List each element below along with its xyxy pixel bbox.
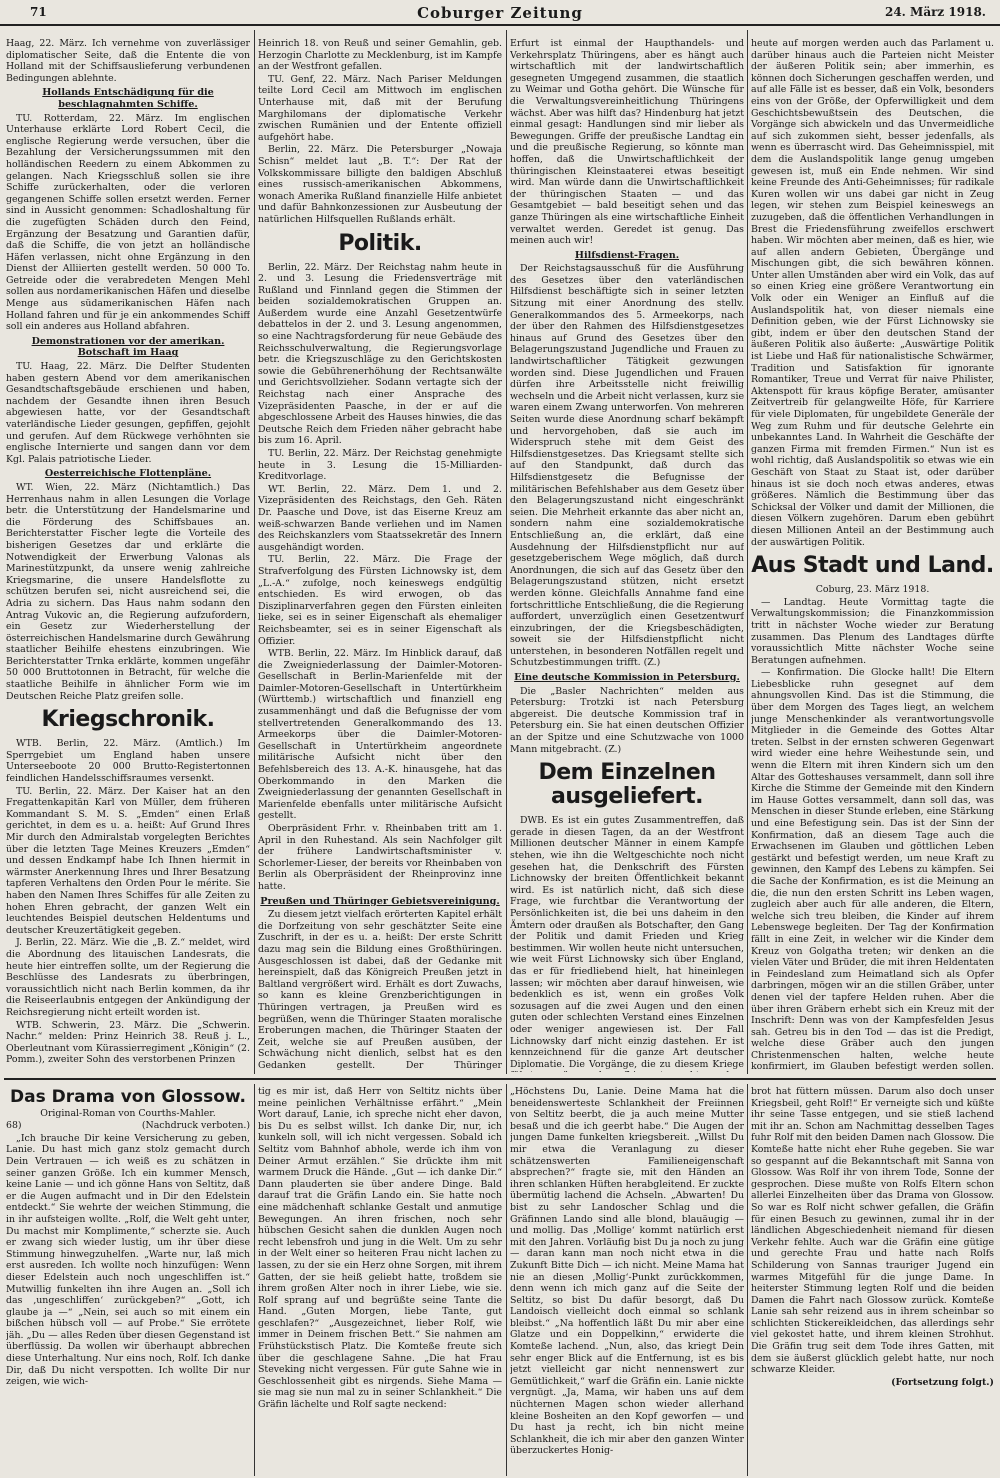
column-rule [506,1084,507,1476]
novel-column-1 [6,1086,250,1474]
novel-column-4 [751,1086,994,1474]
section-title-kriegschronik: Kriegschronik. [41,707,215,733]
novel-text: „Höchstens Du, Lanie. Deine Mama hat die beneidenswerteste Schlankheit der Freiinnen von Seltitz beerbt, die ja auch meine Mutter besaß und die ich geerbt habe.“ Die Augen der jungen Dame funkelten kriegsbereit. „Willst Du mir etwa die Veranlagung zu dieser schätzenswerten Familieneigenschaft absprechen?“ fragte sie, mit den Händen an ihren schlanken Hüften herabgleitend. Er zuckte übermütig lachend die Achseln. „Abwarten! Du bist zu sehr Landoscher Schlag und die Gräfinnen Lando sind alle blond, blauäugig — und mollig. Das ‚Mollige‘ kommt natürlich erst mit den Jahren. Vorläufig bist Du ja noch zu jung — daran kann man noch nicht etwa in die Zukunft Bitte Dich — ich nicht. Meine Mama hat nie an diesen ‚Mollig‘-Punkt zurückkommen, denn wenn ich mich ganz auf die Seite der Seltitz, so bist Du dafür besorgt, daß Du Landoisch vielleicht doch einmal so schlank bleibst.“ „Na hoffentlich läßt Du mir aber eine Glatze und ein Doppelkinn,“ erwiderte die Komteße lachend. „Nun, also, das kriegt Dein sehr enger Blick auf die Entfernung, ist es bis jetzt vielleicht gar nicht nennenswert zur Gemütlichkeit,“ warf die Gräfin ein. Lanie nickte vergnügt. „Ja, Mama, wir haben uns auf dem nüchternen Magen schon wieder allerhand kleine Bosheiten an den Kopf geworfen — und Du hast ja recht, ich bin nicht meine Schlankheit, die ich mir aber den ganzen Winter überzuckertes Honig- [510,1086,744,1457]
feuilleton-rule [4,1078,996,1080]
article-text: Zu diesem jetzt vielfach erörterten Kapitel erhält die Dorfzeitung von sehr geschätzter Seite eine Zuschrift, in der es u. a. heißt: Der erste Schritt dazu mag sein die Bildung eines Großthüringen. Ausgeschlossen ist dabei, daß der Gedanke mit hereinspielt, daß das Königreich Preußen jetzt in Baltland vergrößert wird. Erhält es dort Zuwachs, so kann es kleine Grenzberichtigungen in Thüringen vertragen, ja Preußen wird es begrüßen, wenn die Thüringer Staaten moralische Eroberungen machen, die Thüringer Staaten der Zeit, welche sie auf Preußen ausüben, der Schwächung nicht dienlich, selbst hat es den Gedanken gestellt. Der Thüringer [258,909,502,1071]
article-text: Erfurt ist einmal der Haupthandels- und Verkehrsplatz Thüringens, aber es hängt auch wirtschaftlich mit der landwirtschaftlich gesegneten Umgegend zusammen, die staatlich zu Weimar und Gotha gehört. Die Wünsche für die Verwaltungsvereinheitlichung Thüringens wächst. Aber was hilft das? Hindenburg hat jetzt einmal gesagt: Handlungen sind mir lieber als Bewegungen. Griffe der preußische Landtag ein und die preußische Regierung, so könnte man hoffen, daß die Unwirtschaftlichkeit der thüringischen Kleinstaaterei etwas beseitigt wird. Man würde dann die Unwirtschaftlichkeit der thüringischen Staaten — und das Gesamtgebiet — bald beseitigt sehen und das ganze Thüringen als eine wirtschaftliche Einheit verwaltet werden. Geredet ist genug. Das meinen auch wir! [510,38,744,247]
page-number: 71 [30,5,47,19]
article-text: WTB. Schwerin, 23. März. Die „Schwerin. Nachr.“ melden: Prinz Heinrich 38. Reuß j. L., Oberleutnant vom Kürassierregiment „Königin“ (2. Pomm.), zweiter Sohn des verstorbenen Prinzen [6,1019,250,1066]
column-rule [747,1084,748,1476]
novel-meta [6,1120,250,1132]
article-text: Der Reichstagsausschuß für die Ausführung des Gesetzes über den vaterländischen Hilfsdienst beschäftigte sich in seiner letzten Sitzung mit einer Anordnung des stellv. Generalkommandos des 5. Armeekorps, nach der über den Rahmen des Hilfsdienstgesetzes hinaus auf Grund des Gesetzes über den Belagerungszustand Jugendliche und Frauen zu landwirtschaftlicher Tätigkeit gezwungen worden sind. Diese Jugendlichen und Frauen dürfen ihre Arbeitsstelle nicht freiwillig wechseln und die Arbeit nicht verlassen, kurz sie waren einem Zwang unterworfen. Von mehreren Seiten wurde diese Anordnung scharf bekämpft und hervorgehoben, daß sie auch im Widerspruch stehe mit dem Geist des Hilfsdienstgesetzes. Das Kriegsamt stellte sich auf den Standpunkt, daß durch das Hilfsdienstgesetz die Befugnisse der militärischen Befehlshaber aus dem Gesetz über den Belagerungszustand nicht eingeschränkt seien. Die Mehrheit erkannte das aber nicht an, sondern nahm eine sozialdemokratische Entschließung an, die erklärt, daß eine Ausdehnung der Hilfsdienstpflicht nur auf gesetzgeberischem Wege möglich, daß durch Anordnungen, die sich auf das Gesetz über den Belagerungszustand stützen, nicht ersetzt werden könne. Gleichfalls Annahme fand eine fortschrittliche Entschließung, die die Regierung auffordert, unverzüglich einen Gesetzentwurf einzubringen, der die Kriegsbeschädigten, soweit sie der Hilfsdienstpflicht nicht unterstehen, in besonderen Notfällen regelt und Schutzbestimmungen trifft. (Z.) [510,263,744,669]
article-text: — Konfirmation. Die Glocke hallt! Die Eltern Liebesblicke ruhn gesegnet auf dem ahnungsvollen Kind. Das ist die Stimmung, die über dem Morgen des Tages liegt, an welchem junge Menschenkinder als verantwortungsvolle Mitglieder in die Gemeinde des Gottes Altar treten. Selbst in der ernsten schweren Gegenwart wird wieder eine hehre Weihestunde sein, und wenn die Eltern mit ihren Kindern sich um den Altar des Gotteshauses versammelt, dann soll ihre Kirche die Stimme der Gemeinde mit den Kindern im Hause Gottes versammelt, dann soll das, was Menschen in dieser Stunde erleben, eine Stärkung und eine Befestigung sein. Das ist der Sinn der Konfirmation, daß an diesem Tage auch die Erwachsenen im Glauben und göttlichen Leben gestärkt und befestigt werden, um neue Kraft zu gewinnen, den Kampf des Lebens zu kämpfen. Sei die Sache der Konfirmation, es ist die Meinung an die, die nun den ersten Schritt ins Leben wagen, zugleich aber auch für alle anderen, die Eltern, welche sich treu bleiben, die Kinder auf ihrem Lebenswege begleiten. Der Tag der Konfirmation fällt in eine Zeit, in welcher wir die Kinder dem Kreuz von Golgatha treten; wir denken an die vielen Väter und Brüder, die mit ihren Heldentaten in Feindesland zum Heimatland sich als Opfer darbringen, mögen wir an die stillen Gräber, unter denen viel der tapfere Helden ruhen. Aber die über ihren Gräbern erhebt sich ein Kreuz mit der Inschrift: Denn was von der Kampfesfelden Jesus sah. Getreu bis in den Tod — das ist die Predigt, welche diese Gräber auch den jungen Christenmenschen halten, welche heute konfirmiert, im Glauben befestigt werden sollen. [751,667,994,1072]
column-rule [506,30,507,1074]
article-text: WT. Berlin, 22. März. Dem 1. und 2. Vizepräsidenten des Reichstags, den Geh. Räten Dr. Paasche und Dove, ist das Eiserne Kreuz am weiß-schwarzen Bande verliehen und im Namen des Reichskanzlers vom Staatssekretär des Innern ausgehändigt worden. [258,483,502,553]
novel-title: Das Drama von Glossow. [10,1087,246,1107]
section-title-politik: Politik. [338,230,422,256]
article-text: Berlin, 22. März. Die Petersburger „Nowaja Schisn“ meldet laut „B. T.“: Der Rat der Volkskommissare billigte den baldigen Abschluß eines russisch-amerikanischen Abkommens, wonach Amerika Rußland finanzielle Hilfe anbietet und dafür Bahnkonzessionen zur Ausbeutung der natürlichen Hilfsquellen Rußlands erhält. [258,144,502,225]
article-text: TU. Berlin, 22. März. Der Reichstag genehmigte heute in 3. Lesung die 15-Milliarden-Kreditvorlage. [258,448,502,483]
section-heading: Preußen und Thüringer Gebietsvereinigung. [260,895,500,907]
article-text: Berlin, 22. März. Der Reichstag nahm heute in 2. und 3. Lesung die Friedensverträge mit Rußland und Finnland gegen die Stimmen der beiden sozialdemokratischen Gruppen an. Außerdem wurde eine Anzahl Gesetzentwürfe debattelos in der 2. und 3. Lesung angenommen, so eine Nachtragsforderung für neue Gebäude des Reichsschulverwaltung, die Regierungsvorlage betr. die Kriegszuschläge zu den Gerichtskosten sowie die Gebührenerhöhung der Rechtsanwälte und Gerichtsvollzieher. Sodann vertagte sich der Reichstag nach einer Ansprache des Vizepräsidenten Paasche, in der er auf die abgeschlossene Arbeit des Hauses hinwies, die das Deutsche Reich dem Frieden näher gebracht habe bis zum 16. April. [258,261,502,447]
article-text: TU. Berlin, 22. März. Die Frage der Strafverfolgung des Fürsten Lichnowsky ist, dem „L.-A.“ zufolge, noch keineswegs endgültig entschieden. Es wird erwogen, ob das Disziplinarverfahren gegen den Fürsten einleiten lieke, sei es in seiner Eigenschaft als ehemaliger Reichsbeamter, sei es in seiner Eigenschaft als Offizier. [258,554,502,647]
article-text: WTB. Berlin, 22. März. (Amtlich.) Im Sperrgebiet um England haben unsere Unterseeboote 20 000 Brutto-Registertonnen feindlichen Handelsschiffsraumes versenkt. [6,738,250,785]
article-text: Heinrich 18. von Reuß und seiner Gemahlin, geb. Herzogin Charlotte zu Mecklenburg, ist im Kampfe an der Westfront gefallen. [258,38,502,73]
article-text: TU. Rotterdam, 22. März. Im englischen Unterhause erklärte Lord Robert Cecil, die englische Regierung werde versuchen, über die Bezahlung der Versicherungssummen mit den holländischen Reedern zu einem Abkommen zu gelangen. Nach Kriegsschluß sollen sie ihre Schiffe zurückerhalten, oder die verloren gegangenen Schiffe sollen ersetzt werden. Ferner sind in Aussicht genommen: Schadloshaltung für die zugefügten Schäden durch den Feind, Ergänzung der Besatzung und Garantien dafür, daß die Schiffe, die von jetzt an holländische Häfen verlassen, nicht ohne Ergänzung in den Dienst der Alliierten gestellt werden. 50 000 To. Getreide oder die verabredeten Mengen Mehl sollen aus nordamerikanischen Häfen und dieselbe Menge aus südamerikanischen Häfen nach Holland fahren und für je ein ankommendes Schiff soll ein anderes aus Holland abfahren. [6,112,250,333]
issue-date: 24. März 1918. [884,5,986,19]
section-heading: Hilfsdienst-Fragen. [574,249,680,261]
section-title-stadt-und-land: Aus Stadt und Land. [751,553,994,579]
article-text: Oberpräsident Frhr. v. Rheinbaben tritt am 1. April in den Ruhestand. Als sein Nachfolger gilt der frühere Landwirtschaftsminister v. Schorlemer-Lieser, der bereits vor Rheinbaben von Berlin als Oberpräsident der Rheinprovinz inne hatte. [258,823,502,892]
novel-text: „Ich brauche Dir keine Versicherung zu geben, Lanie. Du hast mich ganz stolz gemacht durch Dein Vertrauen — ich weiß es zu schätzen in seiner ganzen Größe. Ich ein kummer Mensch, keine Lanie — und ich gönne Hans von Seltitz, daß er die Augen aufmacht und in Dir den Edelstein entdeckt.“ Sie wehrte der weichen Stimmung, die in ihr aufsteigen wollte. „Rolf, die Welt geht unter, Du machst mir Komplimente,“ scherzte sie. Auch er zwang sich wieder lustig, um ihr über diese Stimmung hinwegzuhelfen. „Warte nur, laß mich erst ausreden. Ich wollte noch hinzufügen: Wenn dieser Edelstein auch noch ungeschliffen ist.“ Mutwillig funkelten ihn ihre Augen an. „Soll ich das ‚ungeschliffen‘ zurückgeben?“ „Gott, ich glaube ja —“ „Nein, sei auch so mit einem ein bißchen hübsch voll — auf Probe.“ Sie errötete jäh. „Du — alles Reden über diesen Gegenstand ist überflüssig. Da wollen wir überhaupt abbrechen diese Unterhaltung. Nur eins noch, Rolf. Ich danke Dir, daß Du nicht verspotten. Ich wollte Dir nur zeigen, wie wich- [6,1132,250,1388]
masthead [0,0,1000,26]
column-rule [254,30,255,1074]
novel-text: brot hat füttern müssen. Darum also doch unser Kriegsbeil, geht Rolf!“ Er verneigte sich und küßte ihr seine Tasse entgegen, und sie stieß lachend mit ihr an. Schon am Nachmittag desselben Tages fuhr Rolf mit den beiden Damen nach Glossow. Die Komteße hatte nicht eher Ruhe gegeben. Sie war so gespannt auf die Bekanntschaft mit Sanna von Glossow. Was Rolf ihr von ihrem Tode, Sonne der gesprochen. Diese mußte von Rolfs Eltern schon allerlei Einzelheiten über das Drama von Glossow. So war es Rolf nicht schwer gefallen, die Gräfin für einen Besuch zu gewinnen, zumal ihr in der ländlichen Abgeschiedenheit niemand für diesen Verkehr fehlte. Auch war die Gräfin eine gütige und gerechte Frau und hatte nach Rolfs Schilderung von Sannas trauriger Jugend ein warmes Mitgefühl für die junge Dame. In heiterster Stimmung legten Rolf und die beiden Damen die Fahrt nach Glossow zurück. Komteße Lanie sah sehr reizend aus in ihrem scheinbar so schlichten Stickereikleidchen, das allerdings sehr viel gekostet hatte, und ihrem kleinen Strohhut. Die Gräfin trug seit dem Tode ihres Gatten, mit dem sie äußerst glücklich gelebt hatte, nur noch schwarze Kleider. [751,1086,994,1376]
column-4 [751,38,994,1072]
column-rule [254,1084,255,1476]
article-text: WT. Wien, 22. März (Nichtamtlich.) Das Herrenhaus nahm in allen Lesungen die Vorlage betr. die Unterstützung der Handelsmarine und die Förderung des Schiffsbaues an. Berichterstatter Fischer legte die Vorteile des bisherigen Gesetzes dar und erklärte die Notwendigkeit der Erwerbung Valonas als Marinestützpunkt, da unsere wenig zahlreiche Kriegsmarine, die unsere Handelsflotte zu schützen berufen sei, nicht ausreichend sei, die Adria zu sichern. Das Haus nahm sodann den Antrag Vukovic an, die Regierung aufzufordern, ein Gesetz zur Wiederherstellung der österreichischen Handelsmarine durch Gewährung staatlicher Beihilfe ehestens einzubringen. Wie Berichterstatter Trnka erklärte, kommen ungefähr 50 000 Bruttotonnen in Betracht, für welche die staatliche Beihilfe in ähnlicher Form wie im Deutschen Reiche Platz greifen solle. [6,481,250,702]
article-text: Haag, 22. März. Ich vernehme von zuverlässiger diplomatischer Seite, daß die Entente die von Holland mit der Schiffsauslieferung verbundenen Bedingungen ablehnte. [6,38,250,84]
novel-number: 68) [6,1120,22,1132]
article-text: TU. Berlin, 22. März. Der Kaiser hat an den Fregattenkapitän Karl von Müller, dem früheren Kommandant S. M. S. „Emden“ einen Erlaß gerichtet, in dem es u. a. heißt: Auf Grund Ihres Mir durch den Admiralstab vorgelegten Berichtes über die letzten Tage Meines Kreuzers „Emden“ und dessen Endkampf habe Ich Ihnen hiermit in wärmster Anerkennung Ihres und Ihrer Besatzung tapferen Verhaltens den Orden Pour le mérite. Sie haben den Namen Ihres Schiffes für alle Zeiten zu hohen Ehren gebracht, der ganzen Welt ein leuchtendes Beispiel deutschen Heldentums und deutscher Kreuzertätigkeit gegeben. [6,785,250,936]
column-rule [747,30,748,1074]
section-heading: Eine deutsche Kommission in Petersburg. [514,672,740,684]
column-3 [510,38,744,1072]
dateline: Coburg, 23. März 1918. [815,584,930,596]
article-text: heute auf morgen werden auch das Parlament u. darüber hinaus auch die Parteien nicht Meister der äußeren Politik sein; aber immerhin, es können doch Sicherungen geschaffen werden, und auf alle Fälle ist es besser, daß ein Volk, besonders eins von der Größe, der Opferwilligkeit und dem Geschichtsbewußtsein des Deutschen, die Vorgänge sich abwickeln und das Unvermeidliche auf sich zukommen sieht, besser jedenfalls, als wenn es überrascht wird. Das Geheimnisspiel, mit dem die Auslandspolitik lange genug umgeben gewesen ist, muß ein Ende nehmen. Wir sind keine Freunde des Anti-Geheimnisses; für radikale Kuren wollen wir uns dabei gar nicht in Zeug legen, wir stehen zum Beispiel keineswegs an zuzugeben, daß die öffentlichen Verhandlungen in Brest die Friedensführung zweifellos erschwert haben. Wir möchten aber meinen, daß es hier, wie auf allen andern Gebieten, Übergänge und Mischungen gibt, die sich bewähren können. Unter allen Umständen aber wird ein Volk, das auf so einen Krieg eine größere Verantwortung ein Volk oder ein Weniger an Einfluß auf die Auslandspolitik hat, von dieser niemals eine Definition geben, wie der Fürst Lichnowsky sie gibt, indem er über den deutschen Stand der äußeren Politik also äußerte: „Auswärtige Politik ist Liebe und Haß für nationalistische Schwärmer, Tradition und Satisfaktion für ignorante Romantiker, Treue und Verrat für naive Philister, Aktenspott für kraus köpfige Berater, amüsanter Zeitvertreib für gelangweilte Höfe, für Karriere für viele Diplomaten, für ungebildete Generäle der Weg zum Ruhm und für deutsche Gelehrte ein unbekanntes Land. In Wahrheit die Geschäfte der ganzen Firma mit fremden Firmen.“ Nun ist es wohl richtig, daß Auslandspolitik so etwas wie ein Geschäft von Staat zu Staat ist, oder darüber hinaus ist sie doch noch etwas anderes, etwas größeres. Nämlich die Bestimmung über das Schicksal der Völker und damit der Millionen, die diesen Völkern zugehören. Darum eben gebührt diesen Millionen Anteil an der Bestimmung auch der auswärtigen Politik. [751,38,994,548]
column-2 [258,38,502,1072]
novel-column-2 [258,1086,502,1474]
article-text: Die „Basler Nachrichten“ melden aus Petersburg: Trotzki ist nach Petersburg abgereist. Die deutsche Kommission traf in Petersburg ein. Sie hat einen deutschen Offizier an der Spitze und eine Schutzwache von 1000 Mann mitgebracht. (Z.) [510,685,744,755]
novel-subtitle: Original-Roman von Courths-Mahler. [40,1107,216,1119]
article-text: TU. Genf, 22. März. Nach Pariser Meldungen teilte Lord Cecil am Mittwoch im englischen Unterhause mit, daß mit der Berufung Marghilomans der diplomatische Verkehr zwischen Rumänien und der Entente offiziell aufgehört habe. [258,73,502,143]
continuation-note: (Fortsetzung folgt.) [891,1376,994,1388]
section-heading: Demonstrationen vor der amerikan. Botschaft im Haag [31,335,225,359]
novel-text: tig es mir ist, daß Herr von Seltitz nichts über meine peinlichen Verhältnisse erfährt.“ „Mein Wort darauf, Lanie, ich spreche nicht eher davon, bis Du es selbst willst. Ich danke Dir, nur, ich kunkeln soll, will ich nicht vergessen. Sobald ich Seltitz vom Bahnhof abhole, werde ich ihm von Deiner Armut erzählen.“ Sie drückte ihm mit warmem Druck die Hände. „Gut — ich danke Dir.“ Dann plauderten sie über andere Dinge. Bald darauf trat die Gräfin Lando ein. Sie hatte noch eine mädchenhaft schlanke Gestalt und anmutige Bewegungen. An ihren frischen, noch sehr hübschen Gesicht sahen die dunklen Augen noch recht lebensfroh und jung in die Welt. Um zu sehr in der Welt einer so heiteren Frau nicht lachen zu lassen, zu der sie ein Herz ohne Sorgen, mit ihrem Gatten, der sie heiß geliebt hatte, troßdem sie ihrem großen Alter noch in ihrer Liebe, wie sie. Rolf sprang auf und begrüßte seine Tante die Hand. „Guten Morgen, liebe Tante, gut geschlafen?“ „Ausgezeichnet, lieber Rolf, wie immer in Deinem frischen Bett.“ Sie nahmen am Frühstückstisch Platz. Die Komteße freute sich über die geschlagene Sahne. „Die hat Frau Steveking nicht vergessen. Für gute Sahne wie in Geschlossenheit gibt es nirgends. Siehe Mama — sie mag sie nun mal zu in seiner Schlankheit.“ Die Gräfin lächelte und Rolf sagte neckend: [258,1086,502,1411]
section-title-einzelnen: Dem Einzelnen ausgeliefert. [538,760,716,810]
newspaper-title: Coburger Zeitung [417,4,583,22]
article-text: — Landtag. Heute Vormittag tagte die Verwaltungskommission; die Finanzkommission tritt in nächster Woche wieder zur Beratung zusammen. Das Plenum des Landtages dürfte voraussichtlich Mitte nächster Woche seine Beratungen aufnehmen. [751,596,994,666]
novel-column-3 [510,1086,744,1474]
article-text: DWB. Es ist ein gutes Zusammentreffen, daß gerade in diesen Tagen, da an der Westfront Millionen deutscher Männer in einem Kampfe stehen, wie ihn die Weltgeschichte noch nicht gesehen hat, die Denkschrift des Fürsten Lichnowsky der breiten Öffentlichkeit bekannt wird. Es ist natürlich nicht, daß sich diese Frage, wie furchtbar die Verantwortung der Persönlichkeiten ist, die bei uns daheim in den Ämtern oder draußen als Botschafter, den Gang der Politik und damit Frieden und Krieg bestimmen. Wir wollen heute nicht untersuchen, wie weit Fürst Lichnowsky sich über England, das er für friedliebend hielt, hat hineinlegen lassen; wir möchten aber darauf hinweisen, wie bedenklich es ist, wenn ein großes Volk sozusagen auf die zwei Augen und den einen guten oder schlechten Verstand eines Einzelnen oder weniger angewiesen ist. Der Fall Lichnowsky darf nicht einzig dastehen. Er ist kennzeichnend für die ganze Art deutscher Diplomatie. Die Vorgänge, die zu diesem Kriege [510,815,744,1070]
article-text: J. Berlin, 22. März. Wie die „B. Z.“ meldet, wird die Abordnung des litauischen Landesrats, die heute hier eintreffen sollte, um der Regierung die Beschlüsse des Landesrats zu überbringen, voraussichtlich nicht nach Berlin kommen, da ihr die Reiseerlaubnis entgegen der Ankündigung der Reichsregierung nicht erteilt worden ist. [6,937,250,1018]
section-heading: Oesterreichische Flottenpläne. [44,468,212,480]
section-heading: Hollands Entschädigung für die beschlagnahmten Schiffe. [42,87,214,110]
reprint-note: (Nachdruck verboten.) [141,1120,250,1132]
article-text: WTB. Berlin, 22. März. Im Hinblick darauf, daß die Zweigniederlassung der Daimler-Motoren-Gesellschaft in Berlin-Marienfelde mit der Daimler-Motoren-Gesellschaft in Untertürkheim (Württemb.) wirtschaftlich und finanziell eng zusammenhängt und daß die Befugnisse der vom stellvertretenden Generalkommando des 13. Armeekorps über die Daimler-Motoren-Gesellschaft in Untertürkheim angeordnete militärische Aufsicht nicht über den Befehlsbereich des 13. A.-K. hinausgehe, hat das Oberkommando in den Marken die Zweigniederlassung der genannten Gesellschaft in Marienfelde ebenfalls unter militärische Aufsicht gestellt. [258,648,502,822]
column-1 [6,38,250,1072]
article-text: TU. Haag, 22. März. Die Delfter Studenten haben gestern Abend vor dem amerikanischen Gesandtschaftsgebäude erschienen und haben, nachdem der Gesandte ihnen ihren Besuch abgewiesen hatte, vor der Gesandtschaft vaterländische Lieder gesungen, gepfiffen, gejohlt und gerufen. Auf dem Rückwege verhöhnten sie englische Internierte und sangen dann vor dem Kgl. Palais patriotische Lieder. [6,361,250,465]
